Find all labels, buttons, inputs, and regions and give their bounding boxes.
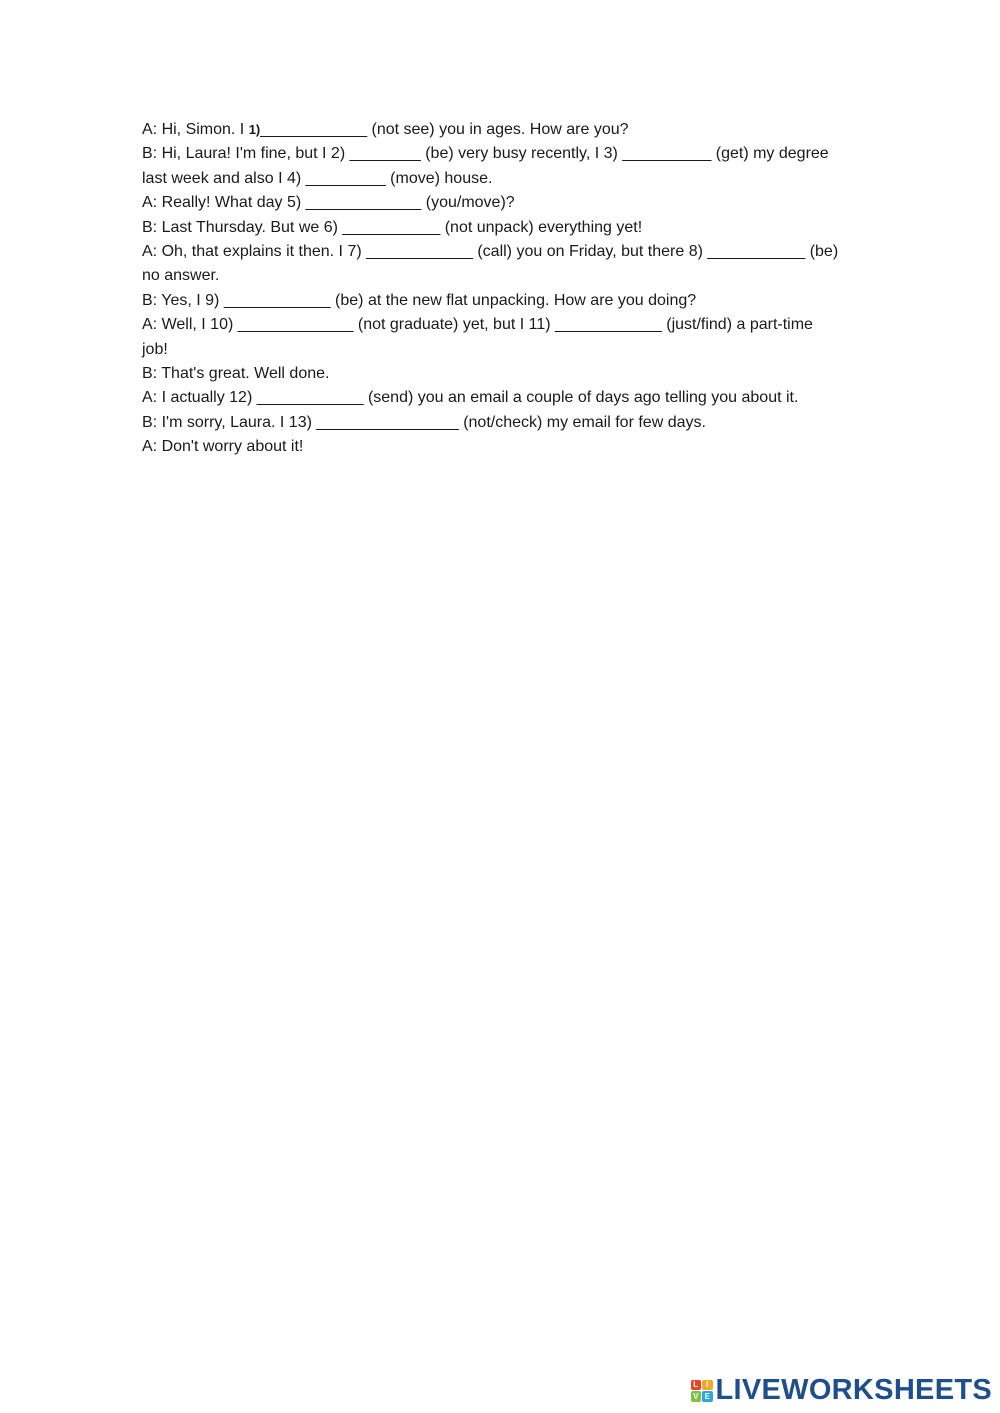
logo-letter-e: E xyxy=(702,1391,713,1402)
dialogue-line-6: A: Oh, that explains it then. I 7) ____________ (call) you on Friday, but there 8) ___________ (be) xyxy=(142,243,839,261)
dialogue-line-1-end: ____________ (not see) you in ages. How are you? xyxy=(260,121,629,138)
dialogue-line-8: B: Yes, I 9) ____________ (be) at the new flat unpacking. How are you doing? xyxy=(142,291,697,309)
worksheet-text xyxy=(142,118,882,460)
dialogue-line-12: A: I actually 12) ____________ (send) you an email a couple of days ago telling you about it. xyxy=(142,389,799,407)
dialogue-line-4: A: Really! What day 5) _____________ (you/move)? xyxy=(142,194,515,212)
dialogue-line-5: B: Last Thursday. But we 6) ___________ (not unpack) everything yet! xyxy=(142,218,643,236)
logo-letter-v: V xyxy=(691,1391,702,1402)
liveworksheets-logo-icon xyxy=(691,1380,713,1402)
dialogue-line-10: job! xyxy=(142,340,168,358)
dialogue-line-7: no answer. xyxy=(142,267,220,285)
dialogue-line-2: B: Hi, Laura! I'm fine, but I 2) ________ (be) very busy recently, I 3) __________ (get) my degree xyxy=(142,145,829,163)
dialogue-line-14: A: Don't worry about it! xyxy=(142,438,304,456)
dialogue-line-11: B: That's great. Well done. xyxy=(142,365,330,383)
logo-letter-l: L xyxy=(691,1380,702,1391)
dialogue-line-3: last week and also I 4) _________ (move) house. xyxy=(142,169,493,187)
logo-letter-i: I xyxy=(702,1380,713,1391)
dialogue-line-1 xyxy=(142,118,882,142)
question-number-1: 1) xyxy=(248,122,261,137)
dialogue-line-9: A: Well, I 10) _____________ (not graduate) yet, but I 11) ____________ (just/find) a part-time xyxy=(142,316,813,334)
dialogue-line-13: B: I'm sorry, Laura. I 13) ________________ (not/check) my email for few days. xyxy=(142,413,706,431)
liveworksheets-brand[interactable] xyxy=(691,1374,993,1407)
brand-name: LIVEWORKSHEETS xyxy=(715,1374,992,1406)
dialogue-line-1-start: A: Hi, Simon. I xyxy=(142,121,249,138)
